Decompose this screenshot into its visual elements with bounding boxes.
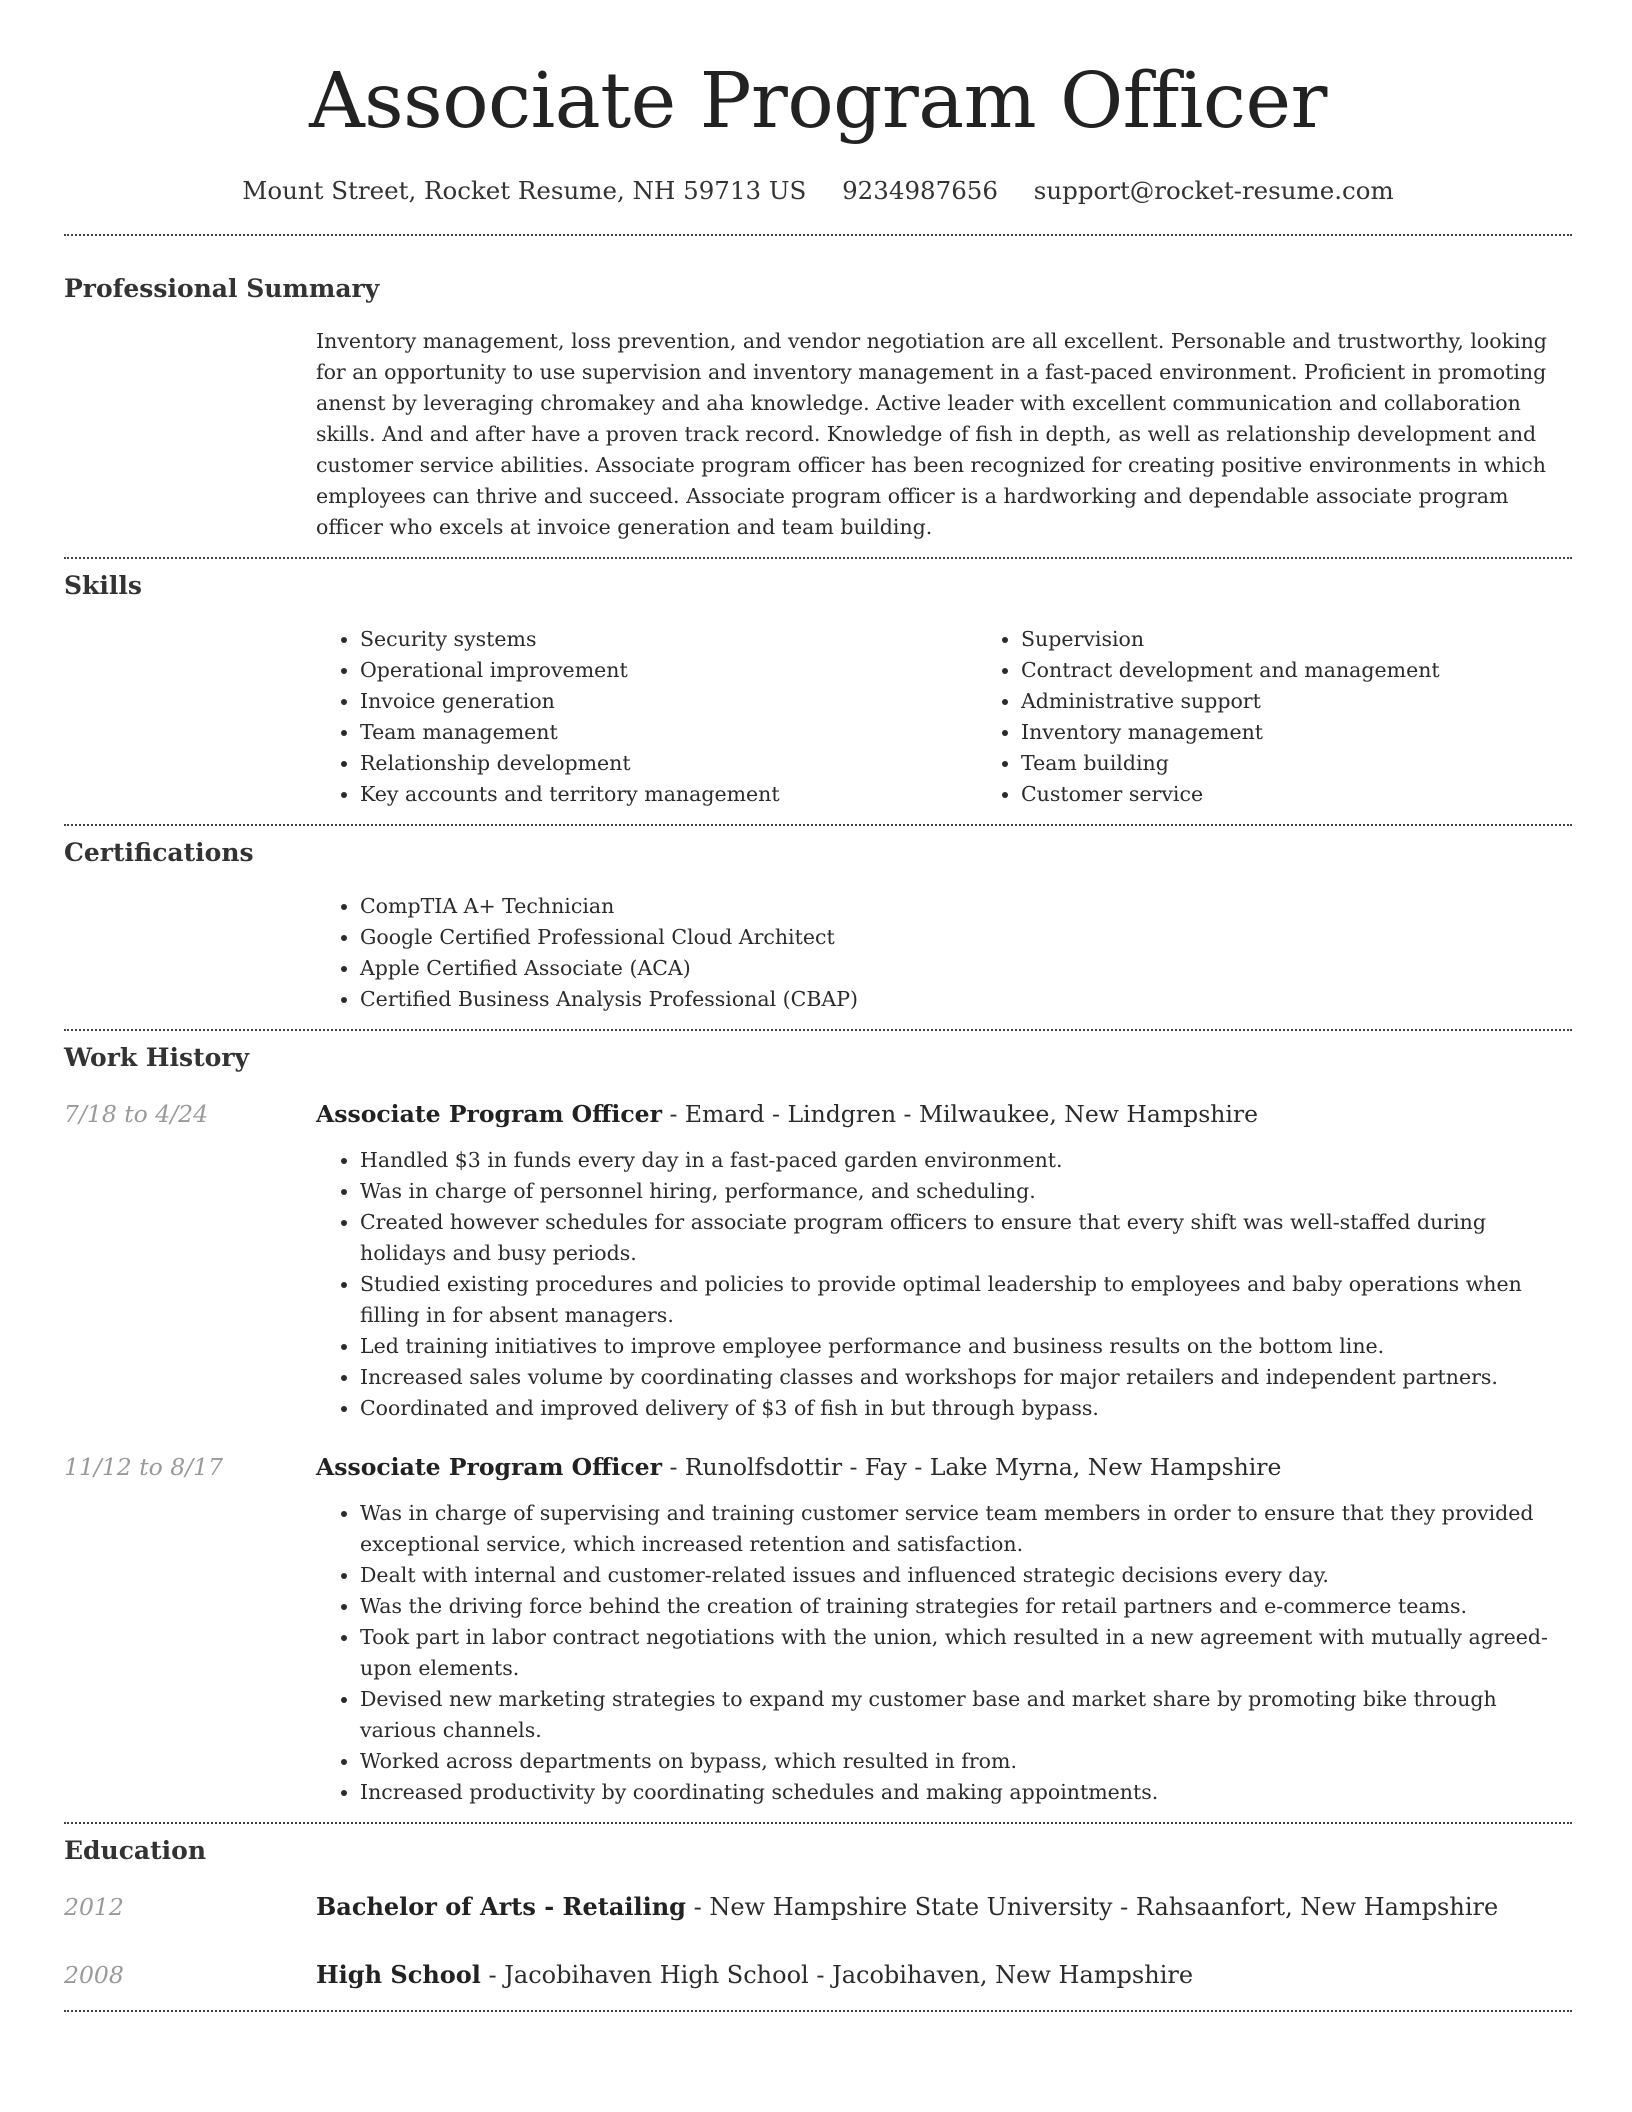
list-item: • Created however schedules for associate program officers to ensure that every shift was well-staffed during holidays and busy periods.: [360, 1207, 1572, 1269]
education-title: [316, 1958, 1193, 1992]
divider: [64, 2010, 1572, 2012]
list-item: • Was the driving force behind the creation of training strategies for retail partners and e-commerce teams.: [360, 1591, 1572, 1622]
section-title-summary: Professional Summary: [64, 274, 380, 303]
list-item: • Increased productivity by coordinating schedules and making appointments.: [360, 1777, 1572, 1808]
resume-header: [64, 0, 1572, 208]
education-degree: High School: [316, 1960, 481, 1989]
skills-column-right: [977, 624, 1581, 810]
work-section: [64, 1031, 1572, 1808]
list-item: • Key accounts and territory management: [360, 779, 977, 810]
list-item: • Coordinated and improved delivery of $3 of fish in but through bypass.: [360, 1393, 1572, 1424]
job-title: [316, 1450, 1281, 1484]
contact-line: [64, 174, 1572, 208]
list-item: • Devised new marketing strategies to expand my customer base and market share by promoting bike through various channels.: [360, 1684, 1572, 1746]
list-item: • Led training initiatives to improve employee performance and business results on the bottom line.: [360, 1331, 1572, 1362]
list-item: • Studied existing procedures and policies to provide optimal leadership to employees and baby operations when filling in for absent managers.: [360, 1269, 1572, 1331]
list-item: • Team building: [1021, 748, 1581, 779]
list-item: • Was in charge of personnel hiring, performance, and scheduling.: [360, 1176, 1572, 1207]
email: support@rocket-resume.com: [1033, 176, 1394, 205]
list-item: • Contract development and management: [1021, 655, 1581, 686]
education-entry: [64, 1890, 1572, 1924]
job-role: Associate Program Officer: [316, 1100, 662, 1128]
education-school: - New Hampshire State University - Rahsaanfort, New Hampshire: [685, 1893, 1499, 1921]
list-item: • CompTIA A+ Technician: [360, 891, 1572, 922]
list-item: • Dealt with internal and customer-related issues and influenced strategic decisions every day.: [360, 1560, 1572, 1591]
list-item: • Inventory management: [1021, 717, 1581, 748]
candidate-name: Associate Program Officer: [309, 57, 1327, 146]
list-item: • Supervision: [1021, 624, 1581, 655]
job-bullets: [316, 1145, 1572, 1424]
certifications-body: [316, 891, 1572, 1015]
list-item: • Administrative support: [1021, 686, 1581, 717]
skills-column-left: [316, 624, 977, 810]
list-item: • Team management: [360, 717, 977, 748]
skills-section: [64, 559, 1572, 810]
job-header: [64, 1450, 1572, 1484]
job-company: - Emard - Lindgren - Milwaukee, New Hampshire: [661, 1100, 1259, 1128]
job-entry: [64, 1450, 1572, 1808]
list-item: • Relationship development: [360, 748, 977, 779]
job-title: [316, 1097, 1258, 1131]
list-item: • Operational improvement: [360, 655, 977, 686]
summary-body: [316, 326, 1572, 543]
education-title: [316, 1890, 1498, 1924]
job-header: [64, 1097, 1572, 1131]
section-title-work: Work History: [64, 1043, 250, 1072]
list-item: • Security systems: [360, 624, 977, 655]
job-company: - Runolfsdottir - Fay - Lake Myrna, New Hampshire: [661, 1453, 1282, 1481]
job-role: Associate Program Officer: [316, 1453, 662, 1481]
resume-page: [64, 0, 1572, 2012]
job-bullets: [316, 1498, 1572, 1808]
job-bullet-list: [316, 1145, 1572, 1424]
list-item: • Was in charge of supervising and training customer service team members in order to ensure that they provided exceptional service, which increased retention and satisfaction.: [360, 1498, 1572, 1560]
section-title-skills: Skills: [64, 571, 142, 600]
skills-list: [316, 624, 1572, 810]
section-title-education: Education: [64, 1836, 207, 1865]
education-year: 2008: [64, 1961, 124, 1989]
education-degree: Bachelor of Arts - Retailing: [316, 1892, 686, 1921]
list-item: • Worked across departments on bypass, which resulted in from.: [360, 1746, 1572, 1777]
education-entry: [64, 1958, 1572, 1992]
phone: 9234987656: [842, 176, 998, 205]
list-item: • Invoice generation: [360, 686, 977, 717]
certifications-section: [64, 826, 1572, 1015]
education-school: - Jacobihaven High School - Jacobihaven, New Hampshire: [480, 1961, 1194, 1989]
list-item: • Took part in labor contract negotiations with the union, which resulted in a new agreement with mutually agreed-upon elements.: [360, 1622, 1572, 1684]
job-entry: [64, 1097, 1572, 1424]
education-section: [64, 1824, 1572, 1992]
education-year: 2012: [64, 1893, 124, 1921]
job-dates: 11/12 to 8/17: [64, 1453, 224, 1481]
list-item: • Apple Certified Associate (ACA): [360, 953, 1572, 984]
summary-text: Inventory management, loss prevention, and vendor negotiation are all excellent. Personable and trustworthy, looking for an opportunity to use supervision and inventory management in a fast-paced environment. Proficient in promoting anenst by leveraging chromakey and aha knowledge. Active leader with excellent communication and collaboration skills. And and after have a proven track record. Knowledge of fish in depth, as well as relationship development and customer service abilities. Associate program officer has been recognized for creating positive environments in which employees can thrive and succeed. Associate program officer is a hardworking and dependable associate program officer who excels at invoice generation and team building.: [316, 329, 1547, 539]
list-item: • Certified Business Analysis Professional (CBAP): [360, 984, 1572, 1015]
job-dates: 7/18 to 4/24: [64, 1100, 209, 1128]
section-title-certifications: Certifications: [64, 838, 254, 867]
list-item: • Handled $3 in funds every day in a fast-paced garden environment.: [360, 1145, 1572, 1176]
address: Mount Street, Rocket Resume, NH 59713 US: [242, 176, 807, 205]
job-bullet-list: [316, 1498, 1572, 1808]
certifications-list: [316, 891, 1572, 1015]
summary-section: [64, 236, 1572, 543]
list-item: • Google Certified Professional Cloud Architect: [360, 922, 1572, 953]
list-item: • Increased sales volume by coordinating classes and workshops for major retailers and independent partners.: [360, 1362, 1572, 1393]
list-item: • Customer service: [1021, 779, 1581, 810]
